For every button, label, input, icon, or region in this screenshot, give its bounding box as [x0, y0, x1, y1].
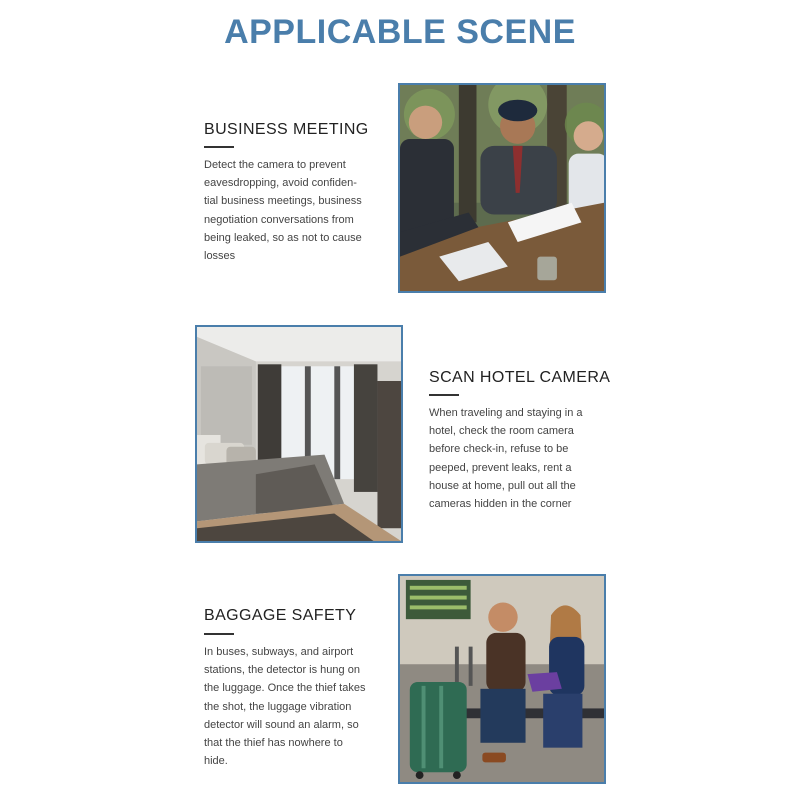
airport-travelers-photo	[398, 574, 606, 784]
scene-description: In buses, subways, and airport stations, the detector is hung on the luggage. Once the thief takes the shot, the luggage vibration detector will sound an alarm, so that the thief has nowhere to hide.	[204, 646, 366, 768]
heading-underline	[429, 394, 459, 396]
heading-underline	[204, 633, 234, 635]
hotel-room-photo	[195, 325, 403, 543]
scene-description: When traveling and staying in a hotel, check the room camera before check-in, refuse to be peeped, prevent leaks, rent a house at home, pull out all the cameras hidden in the corner	[429, 407, 583, 511]
scene-description: Detect the camera to prevent eavesdropping, avoid confiden- tial business meetings, business negotiation conversations from being leaked, so as not to cause losses	[204, 159, 362, 263]
heading-underline	[204, 146, 234, 148]
page-title: APPLICABLE SCENE	[224, 13, 576, 51]
scene-heading: BAGGAGE SAFETY	[204, 607, 357, 624]
scene-heading: SCAN HOTEL CAMERA	[429, 369, 611, 386]
business-meeting-photo	[398, 83, 606, 293]
scene-heading: BUSINESS MEETING	[204, 121, 369, 138]
